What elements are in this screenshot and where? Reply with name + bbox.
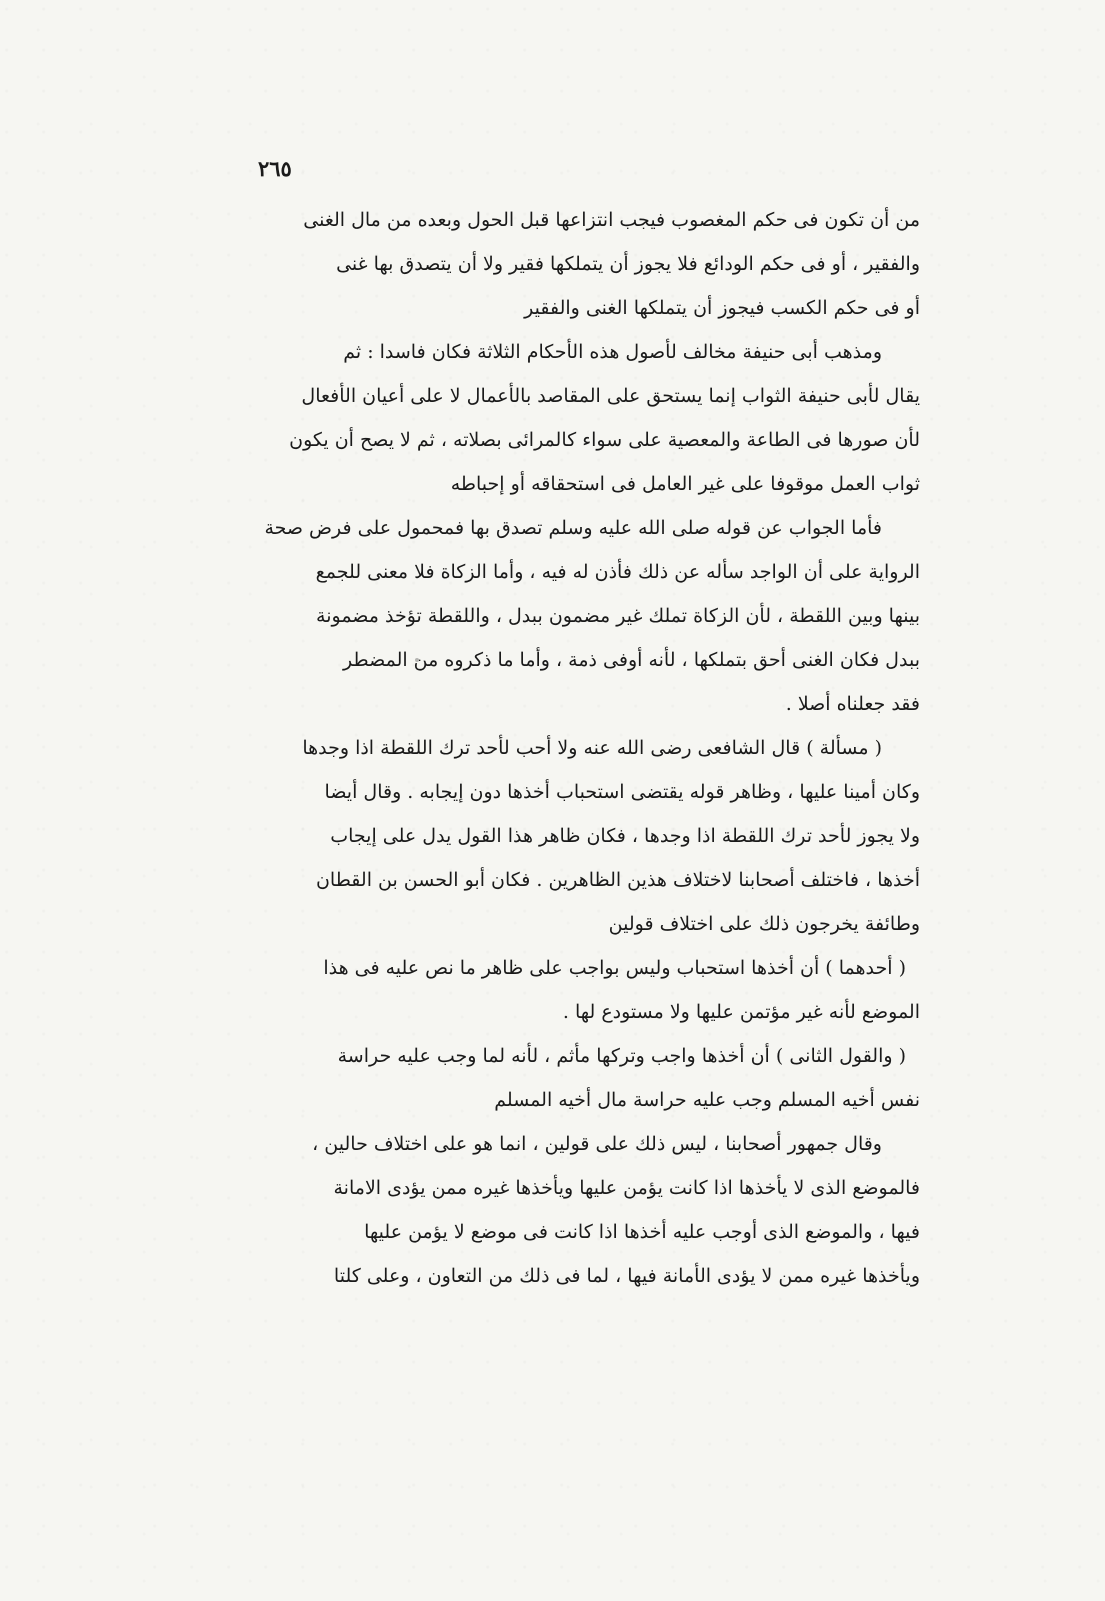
paragraph-3 (198, 506, 920, 726)
text-line-2: والفقير ، أو فى حكم الودائع فلا يجوز أن يتملكها فقير ولا أن يتصدق بها غنى (336, 253, 920, 275)
text-line-21: نفس أخيه المسلم وجب عليه حراسة مال أخيه المسلم (494, 1089, 920, 1111)
scan-speck (415, 658, 419, 662)
text-line-1: من أن تكون فى حكم المغصوب فيجب انتزاعها قبل الحول وبعده من مال الغنى (303, 209, 920, 231)
text-line-19: الموضع لأنه غير مؤتمن عليها ولا مستودع لها . (562, 1001, 920, 1023)
text-line-9: الرواية على أن الواجد سأله عن ذلك فأذن له فيه ، وأما الزكاة فلا معنى للجمع (315, 561, 920, 583)
text-line-3: أو فى حكم الكسب فيجوز أن يتملكها الغنى والفقير (524, 297, 920, 319)
text-line-18: ( أحدهما ) أن أخذها استحباب وليس بواجب على ظاهر ما نص عليه فى هذا (323, 957, 906, 979)
paragraph-7 (198, 1122, 920, 1298)
paragraph-4 (198, 726, 920, 946)
paragraph-6 (198, 1034, 920, 1122)
text-line-14: وكان أمينا عليها ، وظاهر قوله يقتضى استحباب أخذها دون إيجابه . وقال أيضا (324, 781, 920, 803)
text-line-16: أخذها ، فاختلف أصحابنا لاختلاف هذين الظاهرين . فكان أبو الحسن بن القطان (315, 869, 920, 891)
arabic-text-block (198, 198, 920, 1298)
text-line-10: بينها وبين اللقطة ، لأن الزكاة تملك غير مضمون ببدل ، واللقطة تؤخذ مضمونة (316, 605, 920, 627)
text-line-15: ولا يجوز لأحد ترك اللقطة اذا وجدها ، فكان ظاهر هذا القول يدل على إيجاب (330, 825, 920, 847)
text-line-20: ( والقول الثانى ) أن أخذها واجب وتركها مأثم ، لأنه لما وجب عليه حراسة (337, 1045, 906, 1067)
page-number: ٢٦٥ (258, 156, 292, 181)
paragraph-5 (198, 946, 920, 1034)
text-line-24: فيها ، والموضع الذى أوجب عليه أخذها اذا كانت فى موضع لا يؤمن عليها (364, 1221, 920, 1243)
text-line-12: فقد جعلناه أصلا . (785, 693, 920, 715)
text-line-23: فالموضع الذى لا يأخذها اذا كانت يؤمن عليها ويأخذها غيره ممن يؤدى الامانة (333, 1177, 920, 1199)
text-line-17: وطائفة يخرجون ذلك على اختلاف قولين (608, 913, 920, 935)
text-line-8: فأما الجواب عن قوله صلى الله عليه وسلم تصدق بها فمحمول على فرض صحة (264, 517, 882, 539)
text-line-5: يقال لأبى حنيفة الثواب إنما يستحق على المقاصد بالأعمال لا على أعيان الأفعال (301, 385, 920, 407)
text-line-25: ويأخذها غيره ممن لا يؤدى الأمانة فيها ، لما فى ذلك من التعاون ، وعلى كلتا (333, 1265, 920, 1287)
paragraph-1 (198, 198, 920, 330)
text-line-4: ومذهب أبى حنيفة مخالف لأصول هذه الأحكام الثلاثة فكان فاسدا : ثم (343, 341, 882, 363)
text-line-13: ( مسألة ) قال الشافعى رضى الله عنه ولا أحب لأحد ترك اللقطة اذا وجدها (302, 737, 882, 759)
text-line-7: ثواب العمل موقوفا على غير العامل فى استحقاقه أو إحباطه (450, 473, 920, 495)
paragraph-2 (198, 330, 920, 506)
text-line-6: لأن صورها فى الطاعة والمعصية على سواء كالمرائى بصلاته ، ثم لا يصح أن يكون (289, 429, 920, 451)
text-line-22: وقال جمهور أصحابنا ، ليس ذلك على قولين ، انما هو على اختلاف حالين ، (312, 1133, 882, 1155)
text-line-11: ببدل فكان الغنى أحق بتملكها ، لأنه أوفى ذمة ، وأما ما ذكروه من المضطر (343, 649, 920, 671)
